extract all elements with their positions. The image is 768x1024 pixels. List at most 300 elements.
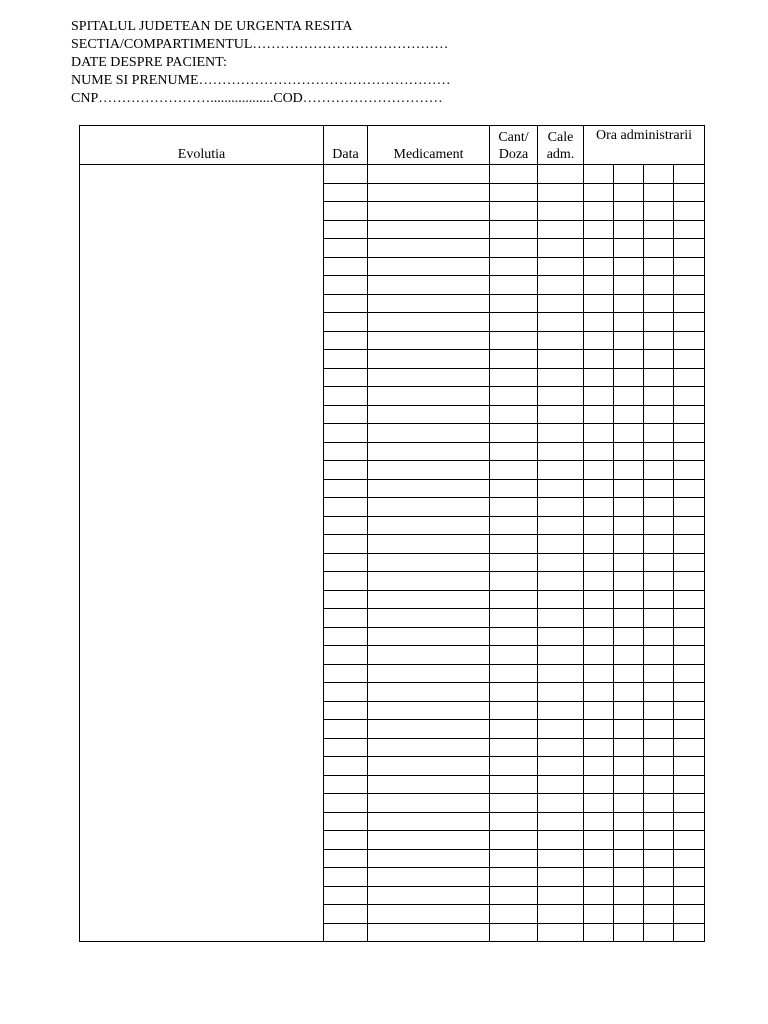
- data-cell[interactable]: [324, 294, 368, 313]
- cale-adm-cell[interactable]: [538, 535, 584, 554]
- medicament-cell[interactable]: [368, 609, 490, 628]
- cant-doza-cell[interactable]: [490, 535, 538, 554]
- ora-cell-4[interactable]: [674, 294, 705, 313]
- ora-cell-1[interactable]: [584, 646, 614, 665]
- ora-cell-3[interactable]: [644, 442, 674, 461]
- ora-cell-2[interactable]: [614, 276, 644, 295]
- ora-cell-3[interactable]: [644, 516, 674, 535]
- data-cell[interactable]: [324, 405, 368, 424]
- ora-cell-2[interactable]: [614, 572, 644, 591]
- ora-cell-1[interactable]: [584, 794, 614, 813]
- medicament-cell[interactable]: [368, 553, 490, 572]
- data-cell[interactable]: [324, 627, 368, 646]
- ora-cell-4[interactable]: [674, 202, 705, 221]
- ora-cell-2[interactable]: [614, 368, 644, 387]
- cale-adm-cell[interactable]: [538, 794, 584, 813]
- ora-cell-3[interactable]: [644, 868, 674, 887]
- ora-cell-2[interactable]: [614, 683, 644, 702]
- ora-cell-1[interactable]: [584, 775, 614, 794]
- cant-doza-cell[interactable]: [490, 257, 538, 276]
- data-cell[interactable]: [324, 516, 368, 535]
- data-cell[interactable]: [324, 923, 368, 942]
- ora-cell-1[interactable]: [584, 590, 614, 609]
- data-cell[interactable]: [324, 276, 368, 295]
- ora-cell-2[interactable]: [614, 387, 644, 406]
- ora-cell-3[interactable]: [644, 683, 674, 702]
- ora-cell-4[interactable]: [674, 535, 705, 554]
- cant-doza-cell[interactable]: [490, 923, 538, 942]
- data-cell[interactable]: [324, 664, 368, 683]
- cant-doza-cell[interactable]: [490, 368, 538, 387]
- ora-cell-2[interactable]: [614, 350, 644, 369]
- ora-cell-4[interactable]: [674, 590, 705, 609]
- medicament-cell[interactable]: [368, 701, 490, 720]
- medicament-cell[interactable]: [368, 720, 490, 739]
- ora-cell-4[interactable]: [674, 239, 705, 258]
- ora-cell-2[interactable]: [614, 664, 644, 683]
- ora-cell-4[interactable]: [674, 331, 705, 350]
- medicament-cell[interactable]: [368, 220, 490, 239]
- cant-doza-cell[interactable]: [490, 757, 538, 776]
- ora-cell-4[interactable]: [674, 165, 705, 184]
- ora-cell-1[interactable]: [584, 368, 614, 387]
- medicament-cell[interactable]: [368, 572, 490, 591]
- data-cell[interactable]: [324, 590, 368, 609]
- ora-cell-2[interactable]: [614, 442, 644, 461]
- medicament-cell[interactable]: [368, 535, 490, 554]
- cale-adm-cell[interactable]: [538, 646, 584, 665]
- ora-cell-1[interactable]: [584, 757, 614, 776]
- medicament-cell[interactable]: [368, 923, 490, 942]
- ora-cell-2[interactable]: [614, 165, 644, 184]
- ora-cell-2[interactable]: [614, 831, 644, 850]
- ora-cell-1[interactable]: [584, 572, 614, 591]
- medicament-cell[interactable]: [368, 868, 490, 887]
- data-cell[interactable]: [324, 387, 368, 406]
- cale-adm-cell[interactable]: [538, 923, 584, 942]
- data-cell[interactable]: [324, 775, 368, 794]
- cant-doza-cell[interactable]: [490, 590, 538, 609]
- ora-cell-4[interactable]: [674, 442, 705, 461]
- ora-cell-3[interactable]: [644, 350, 674, 369]
- ora-cell-4[interactable]: [674, 738, 705, 757]
- cale-adm-cell[interactable]: [538, 165, 584, 184]
- medicament-cell[interactable]: [368, 683, 490, 702]
- cale-adm-cell[interactable]: [538, 276, 584, 295]
- ora-cell-4[interactable]: [674, 498, 705, 517]
- ora-cell-1[interactable]: [584, 905, 614, 924]
- ora-cell-1[interactable]: [584, 276, 614, 295]
- cale-adm-cell[interactable]: [538, 202, 584, 221]
- medicament-cell[interactable]: [368, 368, 490, 387]
- ora-cell-1[interactable]: [584, 424, 614, 443]
- medicament-cell[interactable]: [368, 775, 490, 794]
- medicament-cell[interactable]: [368, 424, 490, 443]
- data-cell[interactable]: [324, 683, 368, 702]
- ora-cell-3[interactable]: [644, 461, 674, 480]
- ora-cell-2[interactable]: [614, 590, 644, 609]
- ora-cell-3[interactable]: [644, 923, 674, 942]
- medicament-cell[interactable]: [368, 405, 490, 424]
- ora-cell-1[interactable]: [584, 720, 614, 739]
- medicament-cell[interactable]: [368, 202, 490, 221]
- cant-doza-cell[interactable]: [490, 294, 538, 313]
- ora-cell-3[interactable]: [644, 812, 674, 831]
- ora-cell-1[interactable]: [584, 442, 614, 461]
- cant-doza-cell[interactable]: [490, 165, 538, 184]
- cale-adm-cell[interactable]: [538, 387, 584, 406]
- cale-adm-cell[interactable]: [538, 886, 584, 905]
- ora-cell-1[interactable]: [584, 886, 614, 905]
- cant-doza-cell[interactable]: [490, 202, 538, 221]
- ora-cell-1[interactable]: [584, 535, 614, 554]
- cale-adm-cell[interactable]: [538, 239, 584, 258]
- ora-cell-4[interactable]: [674, 183, 705, 202]
- ora-cell-2[interactable]: [614, 239, 644, 258]
- cant-doza-cell[interactable]: [490, 664, 538, 683]
- ora-cell-4[interactable]: [674, 775, 705, 794]
- ora-cell-1[interactable]: [584, 479, 614, 498]
- cant-doza-cell[interactable]: [490, 812, 538, 831]
- ora-cell-2[interactable]: [614, 257, 644, 276]
- cant-doza-cell[interactable]: [490, 738, 538, 757]
- ora-cell-1[interactable]: [584, 609, 614, 628]
- ora-cell-4[interactable]: [674, 572, 705, 591]
- cale-adm-cell[interactable]: [538, 498, 584, 517]
- data-cell[interactable]: [324, 202, 368, 221]
- ora-cell-2[interactable]: [614, 905, 644, 924]
- ora-cell-3[interactable]: [644, 183, 674, 202]
- ora-cell-4[interactable]: [674, 831, 705, 850]
- ora-cell-3[interactable]: [644, 331, 674, 350]
- cant-doza-cell[interactable]: [490, 276, 538, 295]
- ora-cell-1[interactable]: [584, 516, 614, 535]
- data-cell[interactable]: [324, 553, 368, 572]
- medicament-cell[interactable]: [368, 849, 490, 868]
- cale-adm-cell[interactable]: [538, 868, 584, 887]
- medicament-cell[interactable]: [368, 757, 490, 776]
- ora-cell-1[interactable]: [584, 461, 614, 480]
- ora-cell-2[interactable]: [614, 424, 644, 443]
- cale-adm-cell[interactable]: [538, 590, 584, 609]
- cale-adm-cell[interactable]: [538, 609, 584, 628]
- data-cell[interactable]: [324, 757, 368, 776]
- ora-cell-1[interactable]: [584, 923, 614, 942]
- cant-doza-cell[interactable]: [490, 220, 538, 239]
- ora-cell-1[interactable]: [584, 849, 614, 868]
- medicament-cell[interactable]: [368, 276, 490, 295]
- medicament-cell[interactable]: [368, 239, 490, 258]
- cant-doza-cell[interactable]: [490, 775, 538, 794]
- ora-cell-2[interactable]: [614, 202, 644, 221]
- medicament-cell[interactable]: [368, 313, 490, 332]
- medicament-cell[interactable]: [368, 627, 490, 646]
- ora-cell-3[interactable]: [644, 553, 674, 572]
- ora-cell-3[interactable]: [644, 294, 674, 313]
- cant-doza-cell[interactable]: [490, 442, 538, 461]
- ora-cell-4[interactable]: [674, 609, 705, 628]
- medicament-cell[interactable]: [368, 905, 490, 924]
- ora-cell-2[interactable]: [614, 849, 644, 868]
- ora-cell-3[interactable]: [644, 775, 674, 794]
- ora-cell-3[interactable]: [644, 738, 674, 757]
- ora-cell-3[interactable]: [644, 498, 674, 517]
- ora-cell-1[interactable]: [584, 738, 614, 757]
- ora-cell-3[interactable]: [644, 609, 674, 628]
- cant-doza-cell[interactable]: [490, 183, 538, 202]
- ora-cell-4[interactable]: [674, 720, 705, 739]
- cant-doza-cell[interactable]: [490, 886, 538, 905]
- ora-cell-3[interactable]: [644, 646, 674, 665]
- ora-cell-4[interactable]: [674, 757, 705, 776]
- cale-adm-cell[interactable]: [538, 461, 584, 480]
- ora-cell-2[interactable]: [614, 757, 644, 776]
- medicament-cell[interactable]: [368, 442, 490, 461]
- data-cell[interactable]: [324, 220, 368, 239]
- ora-cell-3[interactable]: [644, 479, 674, 498]
- ora-cell-3[interactable]: [644, 590, 674, 609]
- ora-cell-4[interactable]: [674, 220, 705, 239]
- ora-cell-1[interactable]: [584, 868, 614, 887]
- ora-cell-2[interactable]: [614, 405, 644, 424]
- ora-cell-4[interactable]: [674, 350, 705, 369]
- ora-cell-4[interactable]: [674, 683, 705, 702]
- medicament-cell[interactable]: [368, 831, 490, 850]
- cale-adm-cell[interactable]: [538, 313, 584, 332]
- cant-doza-cell[interactable]: [490, 387, 538, 406]
- evolutia-cell[interactable]: [80, 165, 324, 942]
- data-cell[interactable]: [324, 646, 368, 665]
- data-cell[interactable]: [324, 868, 368, 887]
- cale-adm-cell[interactable]: [538, 683, 584, 702]
- ora-cell-3[interactable]: [644, 627, 674, 646]
- medicament-cell[interactable]: [368, 664, 490, 683]
- ora-cell-4[interactable]: [674, 368, 705, 387]
- ora-cell-3[interactable]: [644, 572, 674, 591]
- ora-cell-4[interactable]: [674, 405, 705, 424]
- cant-doza-cell[interactable]: [490, 331, 538, 350]
- ora-cell-1[interactable]: [584, 831, 614, 850]
- cant-doza-cell[interactable]: [490, 701, 538, 720]
- cale-adm-cell[interactable]: [538, 701, 584, 720]
- ora-cell-2[interactable]: [614, 220, 644, 239]
- data-cell[interactable]: [324, 165, 368, 184]
- cale-adm-cell[interactable]: [538, 331, 584, 350]
- cale-adm-cell[interactable]: [538, 849, 584, 868]
- ora-cell-3[interactable]: [644, 405, 674, 424]
- data-cell[interactable]: [324, 720, 368, 739]
- ora-cell-1[interactable]: [584, 165, 614, 184]
- medicament-cell[interactable]: [368, 183, 490, 202]
- cant-doza-cell[interactable]: [490, 646, 538, 665]
- medicament-cell[interactable]: [368, 646, 490, 665]
- ora-cell-1[interactable]: [584, 183, 614, 202]
- ora-cell-1[interactable]: [584, 812, 614, 831]
- data-cell[interactable]: [324, 738, 368, 757]
- medicament-cell[interactable]: [368, 331, 490, 350]
- cale-adm-cell[interactable]: [538, 553, 584, 572]
- ora-cell-4[interactable]: [674, 923, 705, 942]
- data-cell[interactable]: [324, 424, 368, 443]
- cant-doza-cell[interactable]: [490, 516, 538, 535]
- ora-cell-4[interactable]: [674, 886, 705, 905]
- medicament-cell[interactable]: [368, 479, 490, 498]
- medicament-cell[interactable]: [368, 387, 490, 406]
- ora-cell-4[interactable]: [674, 387, 705, 406]
- ora-cell-3[interactable]: [644, 220, 674, 239]
- data-cell[interactable]: [324, 442, 368, 461]
- cant-doza-cell[interactable]: [490, 405, 538, 424]
- ora-cell-2[interactable]: [614, 331, 644, 350]
- data-cell[interactable]: [324, 572, 368, 591]
- ora-cell-3[interactable]: [644, 701, 674, 720]
- cale-adm-cell[interactable]: [538, 572, 584, 591]
- data-cell[interactable]: [324, 350, 368, 369]
- data-cell[interactable]: [324, 812, 368, 831]
- data-cell[interactable]: [324, 368, 368, 387]
- ora-cell-1[interactable]: [584, 350, 614, 369]
- cale-adm-cell[interactable]: [538, 220, 584, 239]
- medicament-cell[interactable]: [368, 590, 490, 609]
- ora-cell-3[interactable]: [644, 905, 674, 924]
- data-cell[interactable]: [324, 886, 368, 905]
- cale-adm-cell[interactable]: [538, 442, 584, 461]
- cale-adm-cell[interactable]: [538, 257, 584, 276]
- cale-adm-cell[interactable]: [538, 775, 584, 794]
- ora-cell-1[interactable]: [584, 331, 614, 350]
- ora-cell-1[interactable]: [584, 313, 614, 332]
- ora-cell-3[interactable]: [644, 720, 674, 739]
- cant-doza-cell[interactable]: [490, 849, 538, 868]
- ora-cell-3[interactable]: [644, 664, 674, 683]
- cant-doza-cell[interactable]: [490, 720, 538, 739]
- cant-doza-cell[interactable]: [490, 627, 538, 646]
- ora-cell-2[interactable]: [614, 812, 644, 831]
- medicament-cell[interactable]: [368, 794, 490, 813]
- cale-adm-cell[interactable]: [538, 831, 584, 850]
- cant-doza-cell[interactable]: [490, 461, 538, 480]
- ora-cell-2[interactable]: [614, 886, 644, 905]
- medicament-cell[interactable]: [368, 461, 490, 480]
- cale-adm-cell[interactable]: [538, 757, 584, 776]
- ora-cell-4[interactable]: [674, 276, 705, 295]
- medicament-cell[interactable]: [368, 516, 490, 535]
- ora-cell-3[interactable]: [644, 165, 674, 184]
- ora-cell-4[interactable]: [674, 461, 705, 480]
- ora-cell-4[interactable]: [674, 849, 705, 868]
- cale-adm-cell[interactable]: [538, 516, 584, 535]
- ora-cell-2[interactable]: [614, 183, 644, 202]
- ora-cell-3[interactable]: [644, 202, 674, 221]
- cale-adm-cell[interactable]: [538, 720, 584, 739]
- patient-name-field[interactable]: NUME SI PRENUME………………………………………………: [71, 73, 451, 88]
- data-cell[interactable]: [324, 831, 368, 850]
- ora-cell-4[interactable]: [674, 479, 705, 498]
- data-cell[interactable]: [324, 183, 368, 202]
- data-cell[interactable]: [324, 479, 368, 498]
- data-cell[interactable]: [324, 257, 368, 276]
- ora-cell-4[interactable]: [674, 812, 705, 831]
- ora-cell-3[interactable]: [644, 387, 674, 406]
- data-cell[interactable]: [324, 239, 368, 258]
- ora-cell-2[interactable]: [614, 701, 644, 720]
- cale-adm-cell[interactable]: [538, 350, 584, 369]
- ora-cell-2[interactable]: [614, 461, 644, 480]
- cale-adm-cell[interactable]: [538, 294, 584, 313]
- cant-doza-cell[interactable]: [490, 498, 538, 517]
- ora-cell-2[interactable]: [614, 720, 644, 739]
- ora-cell-1[interactable]: [584, 257, 614, 276]
- ora-cell-1[interactable]: [584, 664, 614, 683]
- cnp-cod-field[interactable]: CNP……………………..................COD…………………………: [71, 91, 443, 106]
- ora-cell-1[interactable]: [584, 627, 614, 646]
- ora-cell-1[interactable]: [584, 220, 614, 239]
- ora-cell-2[interactable]: [614, 553, 644, 572]
- ora-cell-2[interactable]: [614, 535, 644, 554]
- ora-cell-1[interactable]: [584, 239, 614, 258]
- ora-cell-1[interactable]: [584, 405, 614, 424]
- cale-adm-cell[interactable]: [538, 905, 584, 924]
- cale-adm-cell[interactable]: [538, 627, 584, 646]
- cale-adm-cell[interactable]: [538, 405, 584, 424]
- medicament-cell[interactable]: [368, 257, 490, 276]
- cale-adm-cell[interactable]: [538, 183, 584, 202]
- data-cell[interactable]: [324, 535, 368, 554]
- cant-doza-cell[interactable]: [490, 868, 538, 887]
- ora-cell-1[interactable]: [584, 294, 614, 313]
- medicament-cell[interactable]: [368, 498, 490, 517]
- ora-cell-4[interactable]: [674, 701, 705, 720]
- ora-cell-3[interactable]: [644, 276, 674, 295]
- ora-cell-1[interactable]: [584, 498, 614, 517]
- data-cell[interactable]: [324, 313, 368, 332]
- ora-cell-2[interactable]: [614, 646, 644, 665]
- ora-cell-2[interactable]: [614, 498, 644, 517]
- medicament-cell[interactable]: [368, 886, 490, 905]
- cant-doza-cell[interactable]: [490, 572, 538, 591]
- cale-adm-cell[interactable]: [538, 738, 584, 757]
- ora-cell-2[interactable]: [614, 609, 644, 628]
- ora-cell-1[interactable]: [584, 553, 614, 572]
- ora-cell-2[interactable]: [614, 627, 644, 646]
- cant-doza-cell[interactable]: [490, 553, 538, 572]
- ora-cell-1[interactable]: [584, 683, 614, 702]
- data-cell[interactable]: [324, 794, 368, 813]
- data-cell[interactable]: [324, 331, 368, 350]
- ora-cell-4[interactable]: [674, 424, 705, 443]
- data-cell[interactable]: [324, 905, 368, 924]
- cant-doza-cell[interactable]: [490, 831, 538, 850]
- ora-cell-4[interactable]: [674, 794, 705, 813]
- ora-cell-4[interactable]: [674, 868, 705, 887]
- ora-cell-3[interactable]: [644, 886, 674, 905]
- medicament-cell[interactable]: [368, 165, 490, 184]
- ora-cell-4[interactable]: [674, 664, 705, 683]
- ora-cell-3[interactable]: [644, 849, 674, 868]
- ora-cell-4[interactable]: [674, 627, 705, 646]
- cant-doza-cell[interactable]: [490, 239, 538, 258]
- cale-adm-cell[interactable]: [538, 368, 584, 387]
- cant-doza-cell[interactable]: [490, 424, 538, 443]
- ora-cell-1[interactable]: [584, 387, 614, 406]
- ora-cell-2[interactable]: [614, 294, 644, 313]
- ora-cell-2[interactable]: [614, 313, 644, 332]
- cant-doza-cell[interactable]: [490, 905, 538, 924]
- cale-adm-cell[interactable]: [538, 424, 584, 443]
- ora-cell-4[interactable]: [674, 313, 705, 332]
- ora-cell-2[interactable]: [614, 516, 644, 535]
- cant-doza-cell[interactable]: [490, 794, 538, 813]
